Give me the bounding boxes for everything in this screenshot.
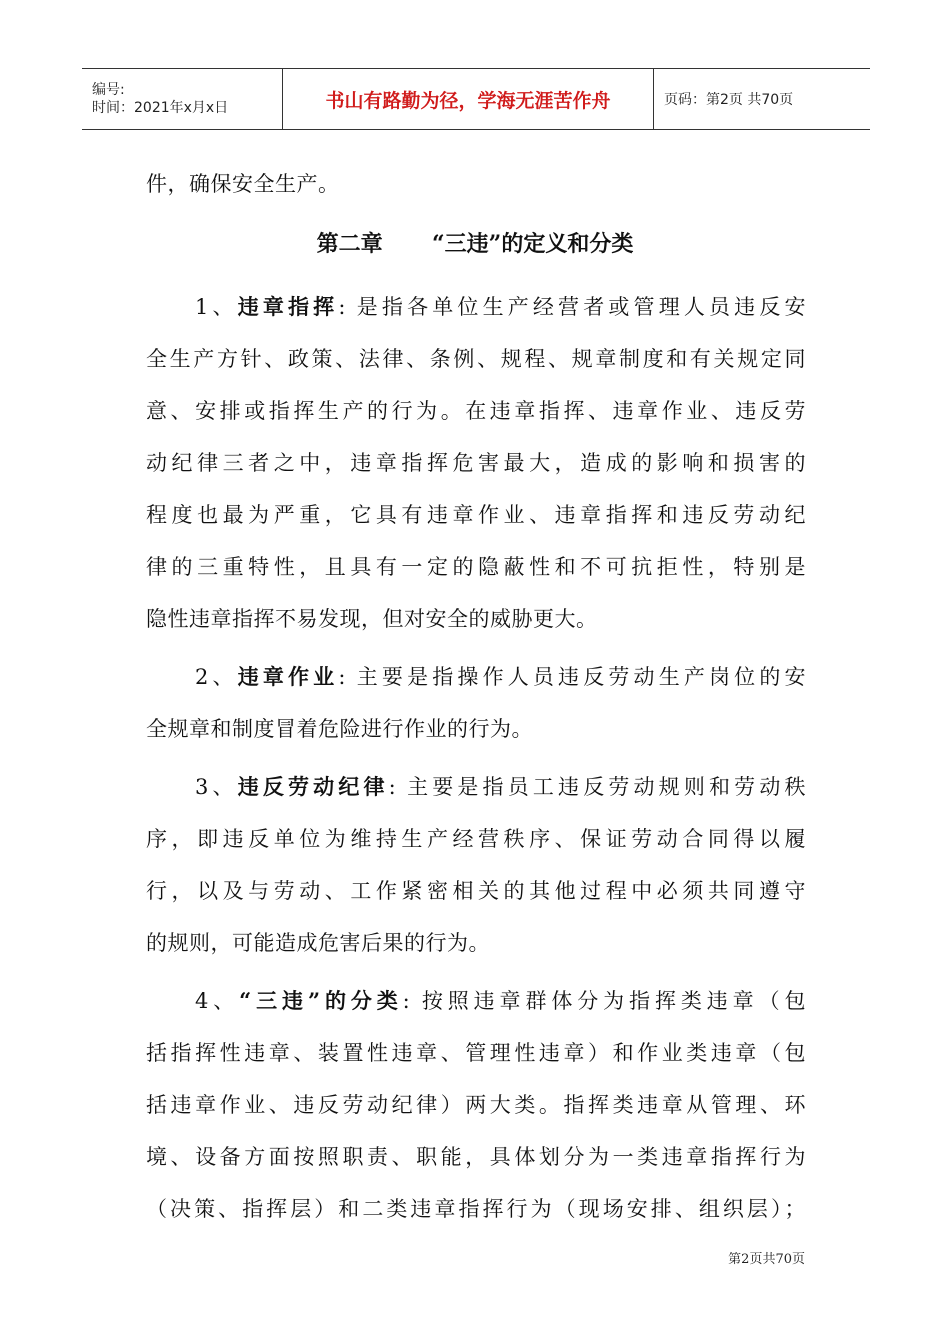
text-span: : 主要是指员工违反劳动规则和劳动秩 [388,775,806,799]
paragraph-4-first-line [195,987,806,1015]
text-line: （决策、指挥层）和二类违章指挥行为（现场安排、组织层）； [146,1197,806,1221]
term-heading: 违反劳动纪律 [237,774,389,799]
page-footer: 第2页共70页 [728,1252,805,1267]
text-line: 意、安排或指挥生产的行为。在违章指挥、违章作业、违反劳 [146,399,806,423]
paragraph-2-first-line [195,663,806,691]
item-number: 4、 [195,989,240,1013]
chapter-number: 第二章 [316,231,383,257]
text-line: 隐性违章指挥不易发现，但对安全的威胁更大。 [146,607,598,631]
item-number: 2、 [195,665,238,689]
text-line: 律的三重特性，且具有一定的隐蔽性和不可抗拒性，特别是 [146,555,806,579]
chapter-name: “三违”的定义和分类 [432,231,634,257]
text-line: 动纪律三者之中，违章指挥危害最大，造成的影响和损害的 [146,451,806,475]
text-span: : 按照违章群体分为指挥类违章（包 [402,989,806,1013]
header-motto: 书山有路勤为径，学海无涯苦作舟 [283,69,654,129]
text-line: 的规则，可能造成危害后果的行为。 [146,931,490,955]
term-heading: 违章指挥 [237,294,339,319]
item-number: 3、 [195,775,238,799]
chapter-title [0,230,950,258]
text-line: 程度也最为严重，它具有违章作业、违章指挥和违反劳动纪 [146,503,806,527]
text-line: 括指挥性违章、装置性违章、管理性违章）和作业类违章（包 [146,1041,806,1065]
text-line: 全生产方针、政策、法律、条例、规程、规章制度和有关规定同 [146,347,806,371]
document-time: 时间：2021年x月x日 [92,100,229,116]
text-line: 件，确保安全生产。 [146,172,340,196]
header-meta [82,69,283,129]
paragraph-3-first-line [195,773,806,801]
header-page-info: 页码：第2页 共70页 [664,92,794,108]
text-line: 序，即违反单位为维持生产经营秩序、保证劳动合同得以履 [146,827,806,851]
term-heading: “三违”的分类 [239,988,403,1013]
text-span: : 是指各单位生产经营者或管理人员违反安 [338,295,806,319]
text-line: 行，以及与劳动、工作紧密相关的其他过程中必须共同遵守 [146,879,806,903]
paragraph-1-first-line [195,293,806,321]
page-header [82,68,870,130]
term-heading: 违章作业 [237,664,339,689]
text-line: 全规章和制度冒着危险进行作业的行为。 [146,717,533,741]
text-line: 境、设备方面按照职责、职能，具体划分为一类违章指挥行为 [146,1145,806,1169]
document-number-label: 编号: [92,82,125,98]
text-line: 括违章作业、违反劳动纪律）两大类。指挥类违章从管理、环 [146,1093,806,1117]
item-number: 1、 [195,295,238,319]
text-span: : 主要是指操作人员违反劳动生产岗位的安 [338,665,806,689]
